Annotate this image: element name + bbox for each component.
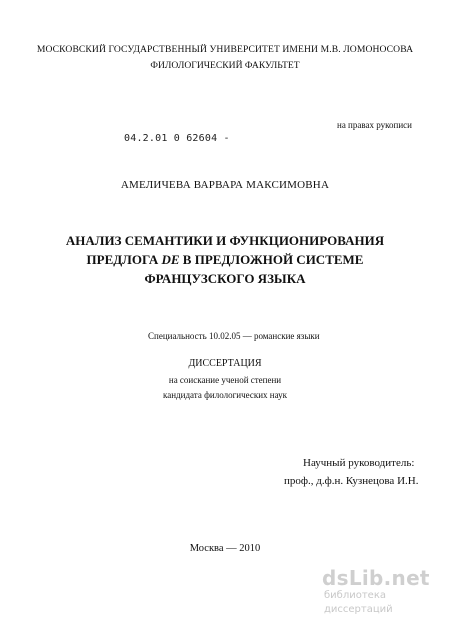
title-line-2: ПРЕДЛОГА DE В ПРЕДЛОЖНОЙ СИСТЕМЕ: [86, 252, 364, 267]
degree-line-2: кандидата филологических наук: [163, 390, 287, 400]
watermark-brand: dsLib.net: [322, 566, 430, 590]
archive-stamp-number: 04.2.01 0 62604 -: [124, 133, 230, 144]
dslib-watermark-logo[interactable]: [322, 567, 444, 617]
manuscript-note: на правах рукописи: [337, 120, 412, 130]
degree-line-1: на соискание ученой степени: [168, 375, 282, 385]
author-name: АМЕЛИЧЕВА ВАРВАРА МАКСИМОВНА: [120, 179, 330, 191]
city-year: Москва — 2010: [189, 543, 261, 554]
watermark-subtitle: библиотека диссертаций: [324, 590, 393, 615]
advisor-name: проф., д.ф.н. Кузнецова И.Н.: [284, 475, 419, 487]
dissertation-label: ДИССЕРТАЦИЯ: [188, 358, 262, 369]
title-line-1: АНАЛИЗ СЕМАНТИКИ И ФУНКЦИОНИРОВАНИЯ: [65, 233, 385, 248]
specialty-line: Специальность 10.02.05 — романские языки: [148, 331, 320, 341]
advisor-label: Научный руководитель:: [303, 457, 415, 469]
title-line-3: ФРАНЦУЗСКОГО ЯЗЫКА: [144, 271, 306, 286]
university-name: МОСКОВСКИЙ ГОСУДАРСТВЕННЫЙ УНИВЕРСИТЕТ ИМЕНИ М.В. ЛОМОНОСОВА: [36, 44, 414, 55]
faculty-name: ФИЛОЛОГИЧЕСКИЙ ФАКУЛЬТЕТ: [150, 60, 300, 71]
dissertation-title: [0, 231, 450, 288]
